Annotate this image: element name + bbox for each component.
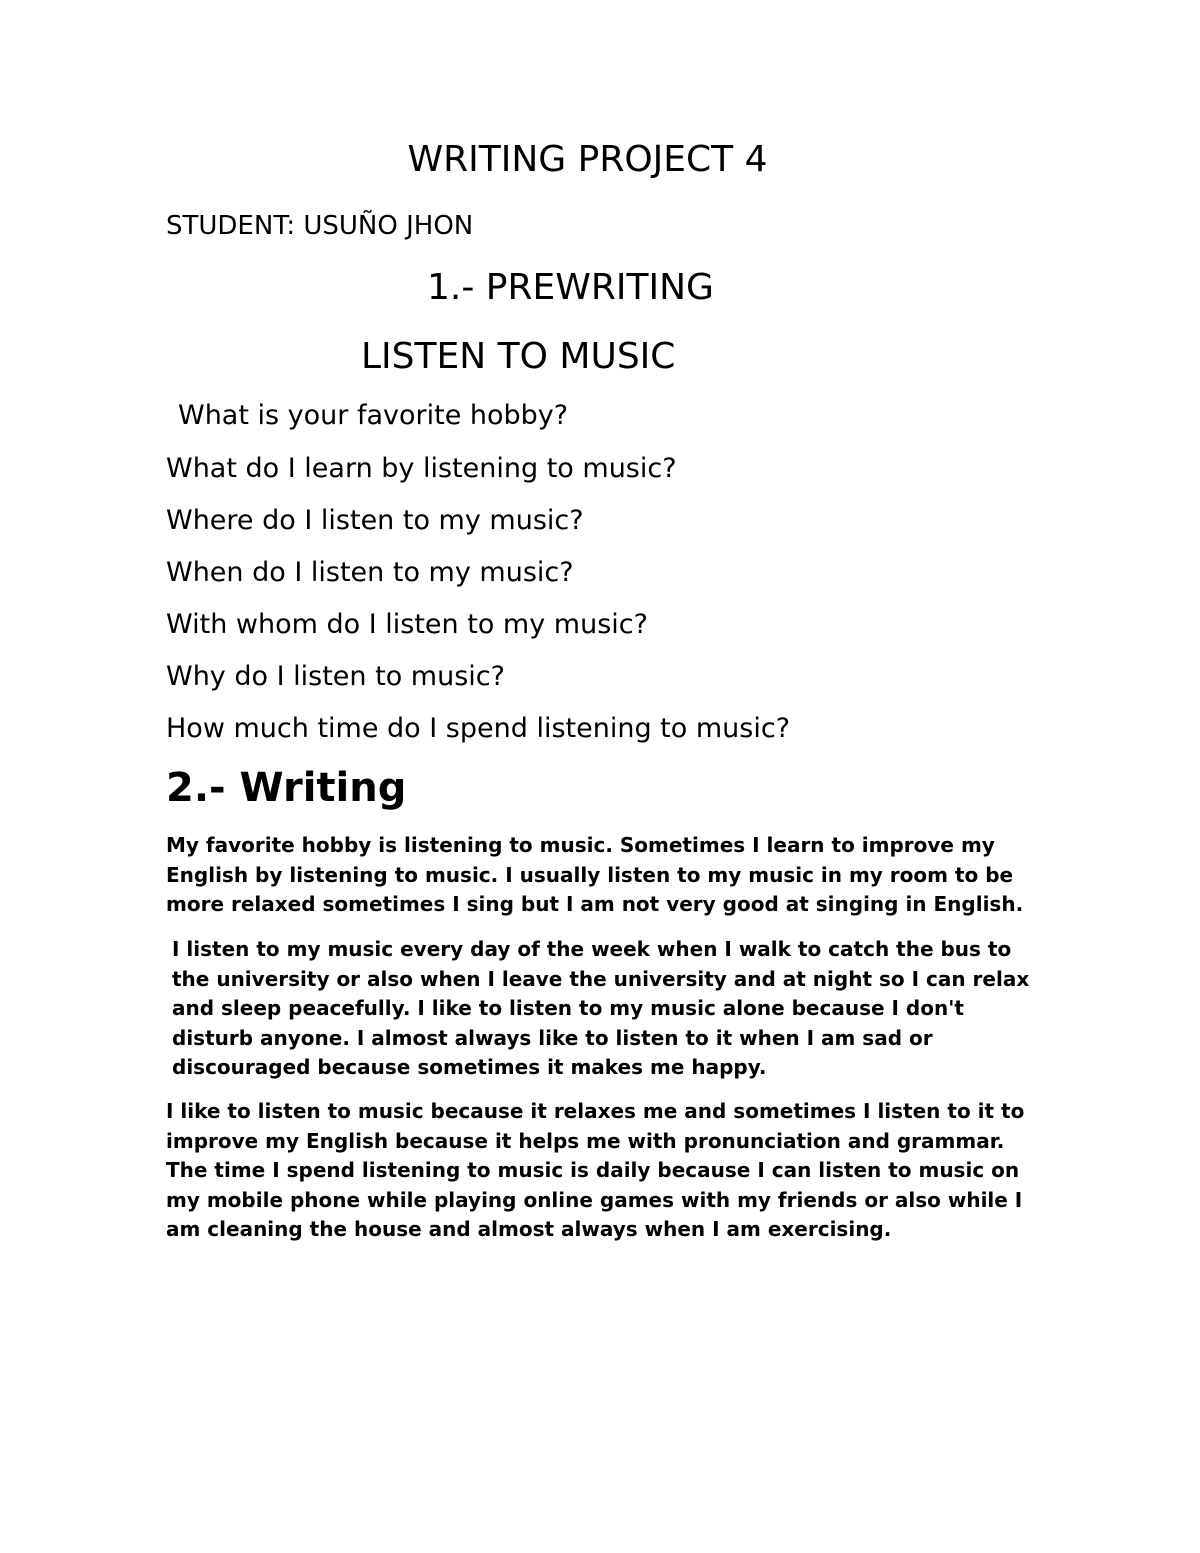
writing-paragraph: I like to listen to music because it relaxes me and sometimes I listen to it to improve my English because it helps me with pronunciation and grammar. The time I spend listening to music is daily because I can listen to music on my mobile phone while playing online games with my friends or also while I am cleaning the house and almost always when I am exercising. <box>166 1099 1025 1242</box>
writing-heading: 2.- Writing <box>166 765 407 811</box>
prewriting-question: How much time do I spend listening to music? <box>166 713 791 744</box>
prewriting-question: What do I learn by listening to music? <box>166 453 677 484</box>
student-name-line: STUDENT: USUÑO JHON <box>166 211 474 241</box>
prewriting-heading: 1.- PREWRITING <box>427 267 714 308</box>
prewriting-question: With whom do I listen to my music? <box>166 609 648 640</box>
prewriting-question: When do I listen to my music? <box>166 557 574 588</box>
writing-paragraph: My favorite hobby is listening to music. Sometimes I learn to improve my English by listening to music. I usually listen to my music in my room to be more relaxed sometimes I sing but I am not very good at singing in English. <box>166 833 1024 917</box>
writing-paragraph: I listen to my music every day of the week when I walk to catch the bus to the university or also when I leave the university and at night so I can relax and sleep peacefully. I like to listen to my music alone because I don't disturb anyone. I almost always like to listen to it when I am sad or discouraged because sometimes it makes me happy. <box>172 937 1030 1080</box>
topic-heading: LISTEN TO MUSIC <box>361 336 676 377</box>
prewriting-question: Where do I listen to my music? <box>166 505 584 536</box>
document-title: WRITING PROJECT 4 <box>407 139 768 180</box>
prewriting-question: Why do I listen to music? <box>166 661 505 692</box>
prewriting-question: What is your favorite hobby? <box>178 400 569 431</box>
